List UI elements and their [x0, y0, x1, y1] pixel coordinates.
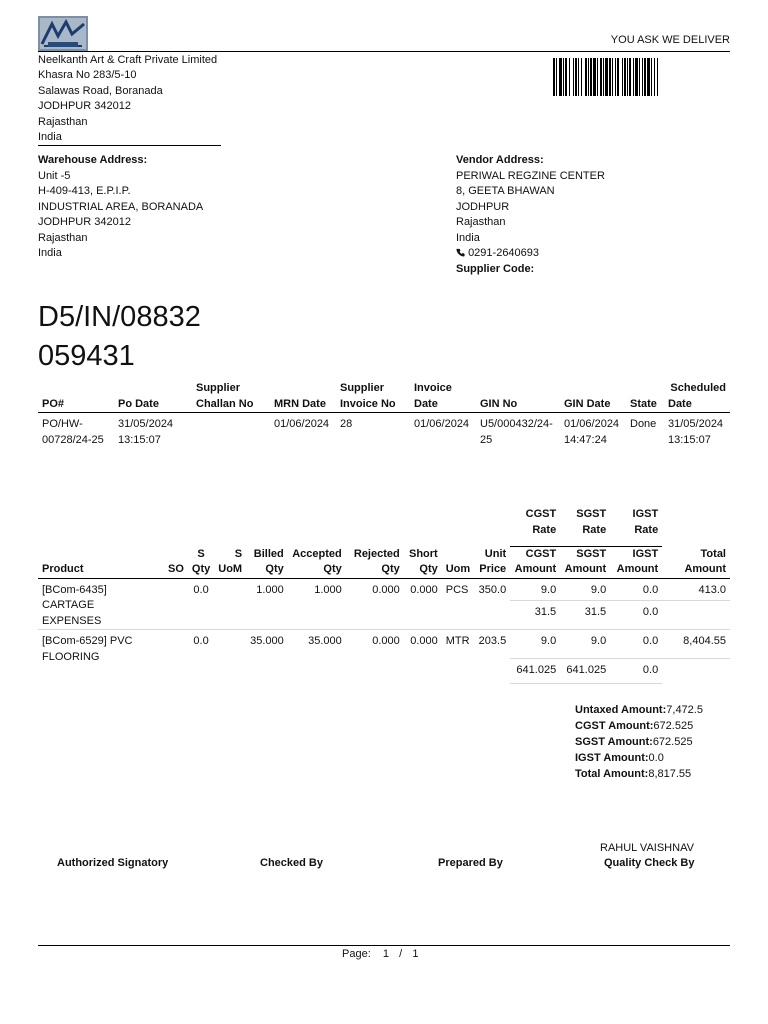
prepared-by-label: Prepared By	[438, 857, 503, 869]
company-address-block	[38, 53, 221, 146]
po-date: 31/05/2024	[118, 418, 174, 430]
igst-amount-value: 0.0	[642, 605, 659, 618]
totals-block	[575, 702, 703, 782]
short-qty-value: 0.000	[410, 635, 438, 647]
warehouse-address-block	[38, 153, 203, 262]
rejected-qty-value: 0.000	[372, 635, 400, 647]
warehouse-address-line: Rajasthan	[38, 231, 88, 244]
company-address-line: Salawas Road, Boranada	[38, 84, 163, 97]
col-billed-qty: Billed	[253, 547, 284, 560]
mrn-date: 01/06/2024	[274, 418, 330, 430]
items-table-header	[38, 546, 730, 578]
cgst-rate-value: 9.0	[510, 578, 560, 600]
uom-value: MTR	[445, 635, 470, 647]
sgst-rate-header: Rate	[582, 523, 607, 536]
col-igst-amount: IGST	[632, 547, 659, 560]
quality-check-by-label: Quality Check By	[604, 857, 695, 869]
col-s-uom: UoM	[218, 563, 243, 575]
sgst-amount-value: 641.025	[560, 658, 610, 684]
s-uom-value	[214, 578, 246, 600]
short-qty-value: 0.000	[410, 583, 438, 596]
barcode-icon	[553, 58, 729, 96]
col-sgst-amount: Amount	[564, 563, 607, 575]
col-accepted-qty: Qty	[323, 563, 342, 575]
unit-price-value: 203.5	[478, 635, 507, 647]
col-uom: Uom	[445, 563, 471, 575]
col-so: SO	[168, 563, 184, 575]
col-rejected-qty: Qty	[381, 563, 400, 575]
col-invoice-date-2: Date	[414, 397, 438, 410]
igst-total-value: 0.0	[648, 752, 664, 764]
total-pages: 1	[412, 948, 419, 960]
company-address-line: Rajasthan	[38, 115, 88, 128]
igst-rate-value: 0.0	[610, 578, 662, 600]
company-address-line: Khasra No 283/5-10	[38, 69, 137, 82]
product-name: [BCom-6435]	[42, 583, 107, 596]
grand-total-value: 8,817.55	[648, 768, 692, 780]
vendor-address-line: PERIWAL REGZINE CENTER	[456, 169, 605, 182]
gin-number: U5/000432/24-	[480, 418, 553, 430]
company-tagline: YOU ASK WE DELIVER	[610, 34, 730, 46]
gin-date: 01/06/2024	[564, 418, 620, 430]
total-amount-label: Total Amount:	[575, 768, 649, 780]
total-amount-value: 8,404.55	[662, 630, 730, 659]
col-s-qty: Qty	[191, 563, 211, 575]
col-invoice-date-1: Invoice	[414, 382, 452, 394]
invoice-date: 01/06/2024	[414, 418, 470, 430]
authorized-signatory-label: Authorized Signatory	[57, 857, 169, 869]
col-short-qty: Short	[409, 547, 438, 560]
sgst-rate-header: SGST	[576, 508, 607, 520]
vendor-phone	[456, 246, 605, 262]
col-po-date: Po Date	[118, 397, 159, 410]
igst-rate-header: Rate	[634, 523, 659, 536]
col-challan-1: Supplier	[196, 382, 241, 394]
items-table	[38, 507, 730, 684]
company-logo-icon	[38, 16, 88, 51]
sgst-amount-row	[575, 734, 703, 750]
billed-qty-value: 35.000	[250, 635, 284, 647]
untaxed-amount-label: Untaxed Amount:	[575, 704, 667, 716]
so-value	[164, 578, 188, 600]
warehouse-address-line: H-409-413, E.P.I.P.	[38, 185, 131, 197]
col-igst-amount: Amount	[616, 563, 659, 575]
warehouse-address-title: Warehouse Address:	[38, 154, 148, 166]
quality-checker-name: RAHUL VAISHNAV	[600, 842, 694, 854]
so-value	[164, 630, 188, 659]
col-unit-price: Unit	[484, 547, 507, 560]
col-invoice-no-2: Invoice No	[340, 397, 396, 410]
warehouse-address-line: Unit -5	[38, 169, 71, 182]
col-state: State	[630, 397, 657, 410]
cgst-total-value: 672.525	[653, 720, 694, 732]
uom-value: PCS	[445, 583, 469, 596]
company-address-line: JODHPUR 342012	[38, 100, 131, 113]
product-name: CARTAGE	[42, 599, 95, 611]
cgst-amount-value: 31.5	[534, 605, 557, 618]
igst-amount-row	[575, 750, 703, 766]
col-gin-date: GIN Date	[564, 397, 611, 410]
phone-icon	[456, 248, 465, 257]
vendor-address-title: Vendor Address:	[456, 154, 544, 166]
sgst-total-value: 672.525	[652, 736, 693, 748]
vendor-address-line: Rajasthan	[456, 216, 506, 228]
warehouse-address-line: India	[38, 247, 62, 259]
igst-amount-value: 0.0	[610, 658, 662, 684]
state-value: Done	[630, 418, 657, 430]
scheduled-date: 31/05/2024	[668, 418, 724, 430]
challan-no	[192, 413, 270, 449]
sgst-rate-value: 9.0	[560, 630, 610, 659]
po-number: PO/HW-	[42, 418, 83, 430]
col-billed-qty: Qty	[265, 563, 284, 575]
igst-rate-header: IGST	[632, 508, 659, 520]
col-total-amount: Amount	[684, 563, 726, 575]
col-scheduled-1: Scheduled	[670, 382, 726, 394]
document-sub-number: 059431	[38, 340, 135, 372]
warehouse-address-line: JODHPUR 342012	[38, 216, 131, 228]
page-indicator	[342, 948, 418, 960]
page-label: Page:	[342, 948, 371, 960]
sgst-amount-value: 31.5	[584, 605, 607, 618]
scheduled-time: 13:15:07	[668, 433, 711, 446]
col-s-uom: S	[234, 547, 243, 560]
page-separator: /	[399, 948, 403, 960]
s-uom-value	[214, 630, 246, 659]
col-invoice-no-1: Supplier	[340, 382, 385, 394]
sgst-rate-value: 9.0	[560, 578, 610, 600]
po-table-row	[38, 413, 730, 449]
cgst-rate-header: CGST	[525, 508, 557, 520]
billed-qty-value: 1.000	[256, 583, 284, 596]
table-row	[38, 630, 730, 659]
supplier-code-label: Supplier Code:	[456, 262, 535, 275]
po-details-table	[38, 381, 730, 448]
cgst-amount-label: CGST Amount:	[575, 720, 654, 732]
total-amount-row	[575, 766, 703, 782]
vendor-address-block	[456, 153, 605, 277]
col-cgst-amount: Amount	[514, 563, 557, 575]
col-short-qty: Qty	[419, 563, 438, 575]
vendor-address-line: 8, GEETA BHAWAN	[456, 185, 555, 197]
col-s-qty: S	[197, 547, 205, 560]
cgst-amount-value: 641.025	[510, 658, 560, 684]
cgst-amount-row	[575, 718, 703, 734]
po-number: 00728/24-25	[42, 433, 104, 446]
cgst-rate-value: 9.0	[510, 630, 560, 659]
col-unit-price: Price	[479, 563, 507, 575]
checked-by-label: Checked By	[260, 857, 323, 869]
vendor-phone-number: 0291-2640693	[468, 247, 540, 259]
footer-divider	[38, 945, 730, 946]
header-divider	[38, 51, 730, 52]
gin-time: 14:47:24	[564, 433, 607, 446]
col-rejected-qty: Rejected	[353, 547, 400, 560]
vendor-address-line: India	[456, 231, 480, 244]
s-qty-value: 0.0	[193, 635, 209, 647]
rejected-qty-value: 0.000	[372, 583, 400, 596]
igst-amount-label: IGST Amount:	[575, 752, 649, 764]
company-name: Neelkanth Art & Craft Private Limited	[38, 54, 218, 66]
col-total-amount: Total	[700, 547, 726, 560]
cgst-rate-header: Rate	[532, 523, 557, 536]
po-time: 13:15:07	[118, 433, 161, 446]
accepted-qty-value: 35.000	[308, 635, 342, 647]
supplier-invoice-no: 28	[340, 418, 353, 430]
product-name: EXPENSES	[42, 614, 102, 627]
untaxed-amount-value: 7,472.5	[666, 704, 703, 716]
product-name: FLOORING	[42, 650, 100, 663]
igst-rate-value: 0.0	[610, 630, 662, 659]
col-mrn-date: MRN Date	[274, 397, 326, 410]
table-row	[38, 578, 730, 600]
accepted-qty-value: 1.000	[314, 583, 342, 596]
col-gin-no: GIN No	[480, 397, 518, 410]
col-scheduled-2: Date	[668, 397, 692, 410]
col-challan-2: Challan No	[196, 397, 254, 410]
rate-header-row	[38, 507, 730, 538]
product-name: [BCom-6529] PVC	[42, 635, 133, 647]
company-address-line: India	[38, 130, 221, 146]
col-accepted-qty: Accepted	[292, 547, 342, 560]
current-page: 1	[382, 948, 389, 960]
unit-price-value: 350.0	[478, 583, 507, 596]
col-cgst-amount: CGST	[525, 547, 557, 560]
sgst-amount-label: SGST Amount:	[575, 736, 653, 748]
untaxed-amount-row	[575, 702, 703, 718]
po-table-header	[38, 381, 730, 413]
warehouse-address-line: INDUSTRIAL AREA, BORANADA	[38, 200, 204, 213]
total-amount-value: 413.0	[662, 578, 730, 600]
col-product: Product	[42, 563, 84, 575]
gin-number: 25	[480, 433, 493, 446]
col-sgst-amount: SGST	[576, 547, 607, 560]
vendor-address-line: JODHPUR	[456, 200, 510, 213]
s-qty-value: 0.0	[193, 583, 209, 596]
col-po: PO#	[42, 397, 65, 410]
document-number: D5/IN/08832	[38, 301, 201, 333]
